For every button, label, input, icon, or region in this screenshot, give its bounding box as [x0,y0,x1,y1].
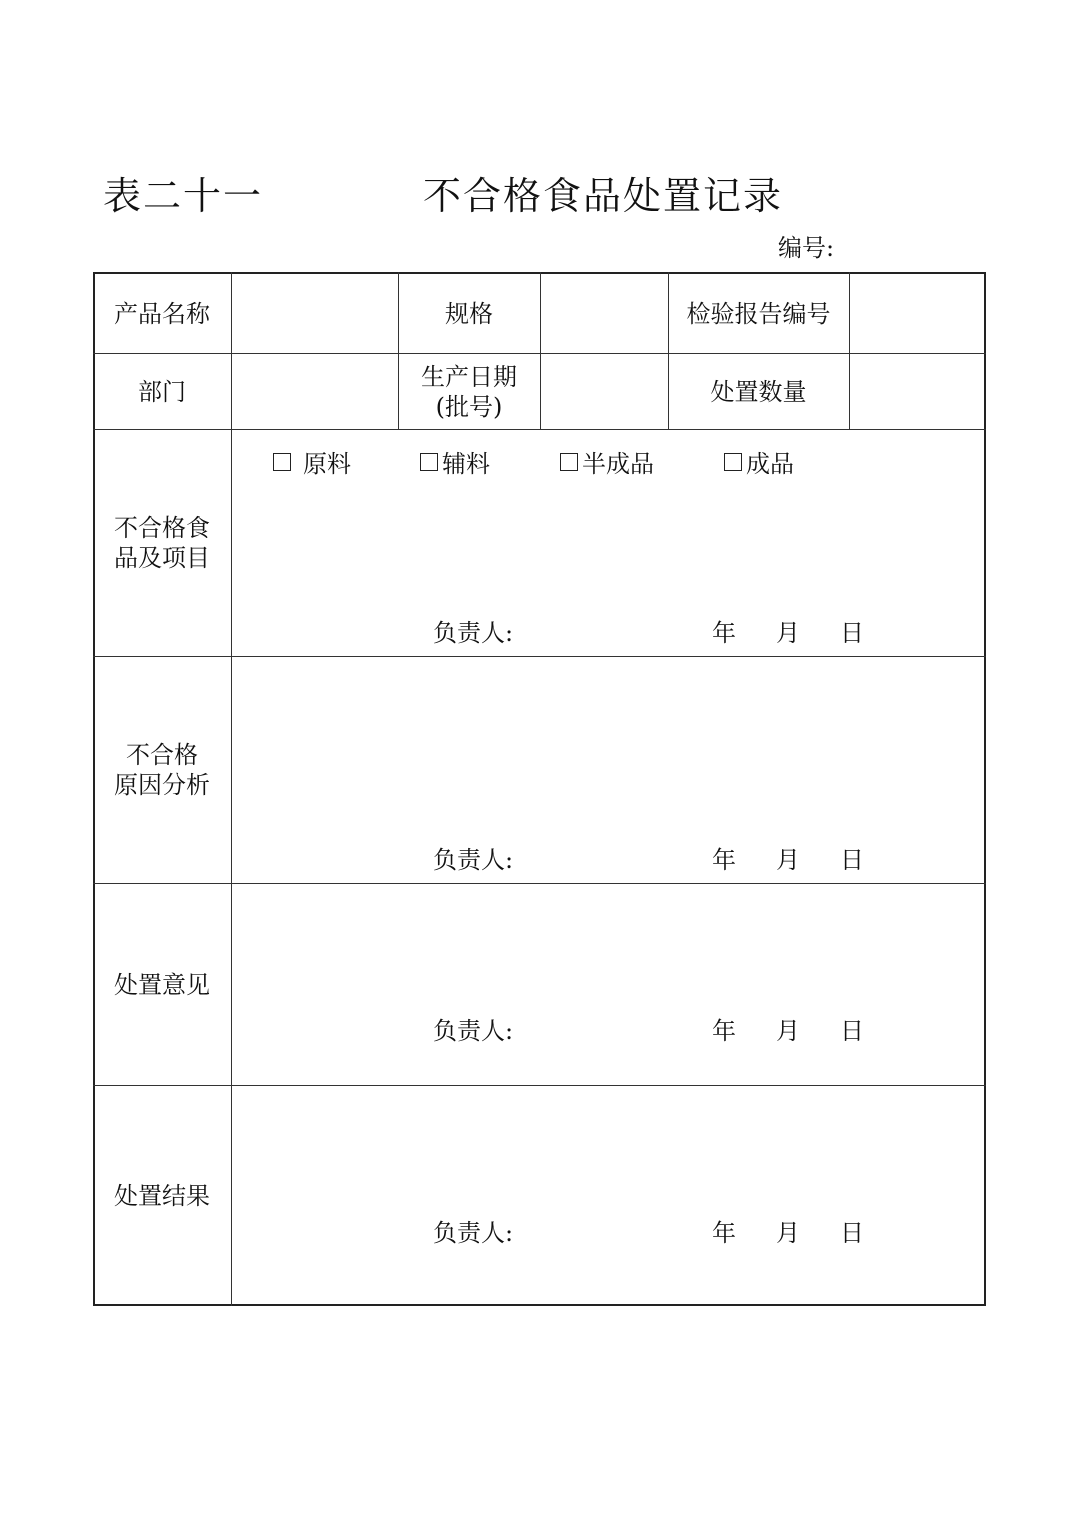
checkbox-icon[interactable] [420,453,438,471]
year-label: 年 [712,1219,736,1247]
checkbox-icon[interactable] [560,453,578,471]
section-label-line: 不合格 [126,741,198,769]
department-field[interactable] [233,354,398,429]
product-name-field[interactable] [233,274,398,353]
checkbox-icon[interactable] [724,453,742,471]
spec-label: 规格 [445,299,493,328]
section-label-line: 品及项目 [114,544,210,572]
option-label: 辅料 [442,450,490,478]
checkbox-icon[interactable] [273,453,291,471]
month-label: 月 [776,1219,800,1247]
department-label: 部门 [138,377,186,406]
production-date-text: 生产日期 [421,362,517,391]
batch-number-text: (批号) [435,392,503,421]
year-label: 年 [712,1017,736,1045]
month-label: 月 [776,1017,800,1045]
year-label: 年 [712,846,736,874]
option-finished-product[interactable] [724,444,794,479]
table-number: 表二十一 [103,174,264,218]
section-label-disposal-result: 处置结果 [114,1182,210,1210]
option-semi-finished[interactable] [560,444,654,479]
responsible-person-label: 负责人: [433,1219,514,1247]
column-divider [849,272,850,429]
section-label-disposal-opinion: 处置意见 [114,970,210,999]
option-label: 成品 [746,450,794,478]
option-raw-material[interactable] [273,444,351,479]
column-divider [231,272,232,1306]
responsible-person-label: 负责人: [433,1017,514,1045]
product-name-label: 产品名称 [114,299,210,328]
page-title: 不合格食品处置记录 [423,174,784,218]
report-number-field[interactable] [851,274,984,353]
option-label: 半成品 [582,450,654,478]
section-label-line: 原因分析 [114,771,210,799]
day-label: 日 [840,1219,864,1247]
day-label: 日 [840,1017,864,1045]
production-date-field[interactable] [542,354,668,429]
column-divider [540,272,541,429]
serial-label: 编号: [778,234,835,262]
day-label: 日 [840,846,864,874]
section-label-nonconforming-items [93,430,231,656]
section-label-line: 不合格食 [114,514,210,542]
month-label: 月 [776,619,800,647]
responsible-person-label: 负责人: [433,619,514,647]
disposal-quantity-label: 处置数量 [710,377,807,406]
option-label: 原料 [303,450,351,478]
section-label-cause-analysis [93,657,231,883]
option-auxiliary-material[interactable] [420,444,490,479]
production-date-label [398,354,540,429]
spec-field[interactable] [542,274,668,353]
disposal-quantity-field[interactable] [851,354,984,429]
report-number-label: 检验报告编号 [686,299,831,328]
month-label: 月 [776,846,800,874]
day-label: 日 [840,619,864,647]
year-label: 年 [712,619,736,647]
responsible-person-label: 负责人: [433,846,514,874]
